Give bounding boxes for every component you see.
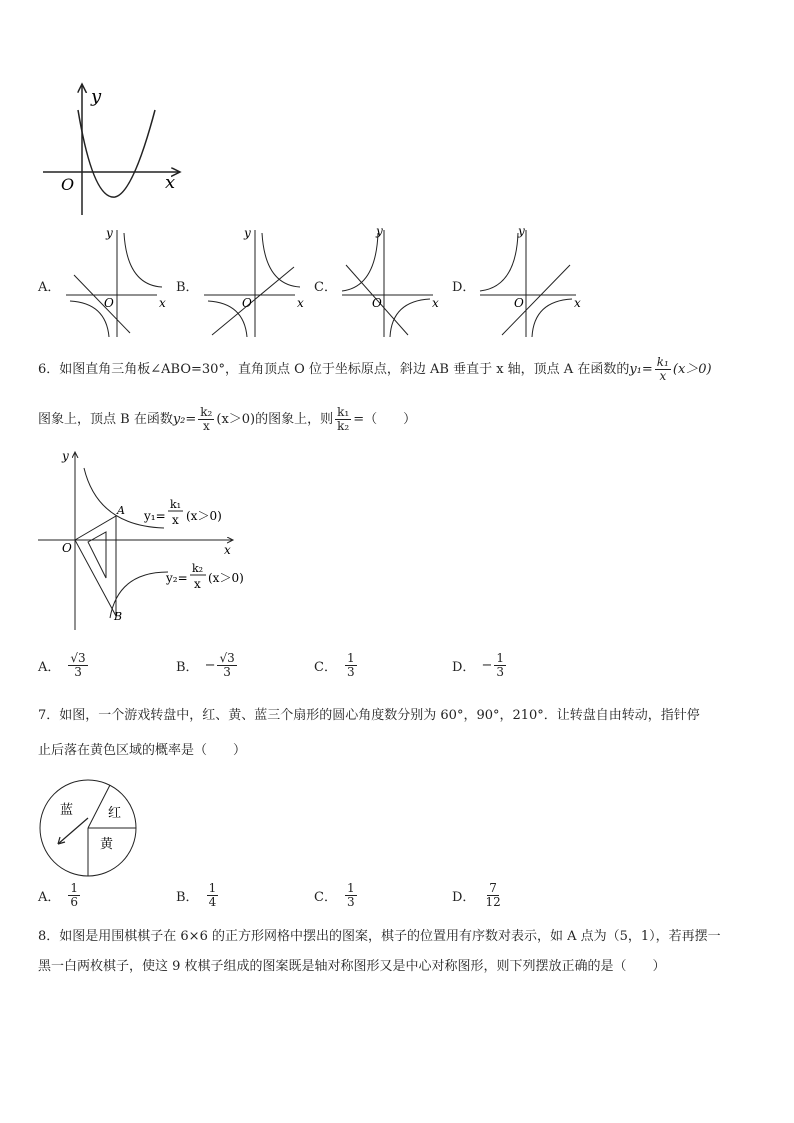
q6-question-line2: 图象上，顶点 B 在函数 y₂= $\frac{\text{k₂}}{x}$ (x＞0) 的图象上，则 $\frac{\text{k₁}}{\text{k₂}}$ =（ ）: [38, 405, 417, 433]
spinner-pointer: [58, 818, 88, 844]
q5-main-graph: [35, 80, 185, 220]
x-label: x: [574, 296, 581, 310]
q7-question-line1: 7．如图，一个游戏转盘中，红、黄、蓝三个扇形的圆心角度数分别为 60°，90°，210°．让转盘自由转动，指针停: [38, 708, 700, 723]
x-label: x: [224, 543, 231, 557]
q7-option-d[interactable]: D． $\frac{7}{12}$: [452, 881, 501, 909]
f1-num: k₁: [170, 498, 182, 511]
f2-cond: (x＞0): [208, 571, 244, 585]
f2-lhs: y₂=: [166, 571, 188, 585]
f2-num: k₂: [192, 562, 204, 575]
q5-option-c-graph: [338, 225, 448, 340]
q6-option-b[interactable]: B． − $\frac{√3}{3}$: [176, 651, 235, 679]
y-label: y: [518, 225, 525, 238]
q6-question-line1: 6．如图直角三角板∠ABO=30°，直角顶点 O 位于坐标原点，斜边 AB 垂直于 x 轴，顶点 A 在函数的 y₁= $\frac{\text{k₁}}{x}$ (x＞0): [38, 355, 712, 383]
origin-label: O: [104, 296, 114, 310]
q5-option-d-graph: [476, 225, 586, 340]
q5-option-a-graph: [62, 225, 172, 340]
func1-lhs: y₁=: [629, 361, 653, 377]
x-label: x: [432, 296, 439, 310]
f1-den: x: [172, 513, 179, 527]
spinner-divider-top: [88, 785, 110, 828]
q6-option-c[interactable]: C． $\frac{1}{3}$: [314, 651, 355, 679]
origin-label: O: [514, 296, 524, 310]
sector-yellow-label: 黄: [100, 837, 114, 852]
point-b-label: B: [114, 610, 123, 623]
hyperbola-upper-left: [342, 233, 378, 291]
q5-option-c-letter: C．: [314, 280, 337, 295]
y-label: y: [376, 225, 383, 238]
q7-question-line2: 止后落在黄色区域的概率是（ ）: [38, 743, 247, 758]
q6-option-a[interactable]: A． $\frac{√3}{3}$: [38, 651, 86, 679]
hyperbola-upper: [124, 233, 162, 287]
x-label: x: [297, 296, 304, 310]
q7-option-b[interactable]: B． $\frac{1}{4}$: [176, 881, 217, 909]
parabola-curve: [78, 110, 155, 197]
func2-fraction: $\frac{\text{k₂}}{x}$: [200, 405, 213, 433]
point-a-label: A: [117, 504, 125, 517]
origin-label: O: [242, 296, 252, 310]
triangle-abo: [75, 516, 116, 616]
q5-option-a-letter: A．: [38, 280, 61, 295]
x-label: x: [165, 172, 176, 193]
q8-question-line1: 8．如图是用围棋棋子在 6×6 的正方形网格中摆出的图案，棋子的位置用有序数对表示，如 A 点为（5，1），若再摆一: [38, 929, 721, 944]
q6-option-d[interactable]: D． − $\frac{1}{3}$: [452, 651, 504, 679]
origin-label: O: [62, 541, 72, 555]
f1-lhs: y₁=: [144, 509, 166, 523]
q6-figure: [38, 448, 268, 633]
hyperbola-upper-left: [480, 233, 518, 291]
q8-question-line2: 黑一白两枚棋子，使这 9 枚棋子组成的图案既是轴对称图形又是中心对称图形，则下列摆放正确的是（ ）: [38, 959, 666, 974]
origin-label: O: [61, 175, 75, 194]
q7-spinner: [36, 778, 142, 880]
hyperbola-lower-right: [532, 299, 572, 337]
hyperbola-lower-right: [390, 299, 430, 337]
q7-option-c[interactable]: C． $\frac{1}{3}$: [314, 881, 355, 909]
q5-option-b-graph: [200, 225, 310, 340]
f2-den: x: [194, 577, 201, 591]
line-graph: [74, 275, 130, 333]
func1-condition: (x＞0): [672, 361, 712, 377]
x-label: x: [159, 296, 166, 310]
y-label: y: [62, 449, 69, 463]
line-graph: [502, 265, 570, 335]
y-label: y: [244, 226, 251, 240]
sector-red-label: 红: [108, 806, 122, 821]
y-label: y: [106, 226, 113, 240]
triangle-inner: [88, 532, 106, 578]
func2-lhs: y₂=: [172, 411, 197, 427]
q7-option-a[interactable]: A． $\frac{1}{6}$: [38, 881, 79, 909]
sector-blue-label: 蓝: [60, 803, 74, 818]
func1-fraction: $\frac{\text{k₁}}{x}$: [656, 355, 669, 383]
q5-option-d-letter: D．: [452, 280, 476, 295]
k1-over-k2-fraction: $\frac{\text{k₁}}{\text{k₂}}$: [337, 405, 350, 433]
origin-label: O: [372, 296, 382, 310]
q5-option-b-letter: B．: [176, 280, 199, 295]
hyperbola-upper: [262, 233, 300, 287]
f1-cond: (x＞0): [186, 509, 222, 523]
line-graph: [212, 267, 294, 335]
y-label: y: [91, 86, 102, 107]
